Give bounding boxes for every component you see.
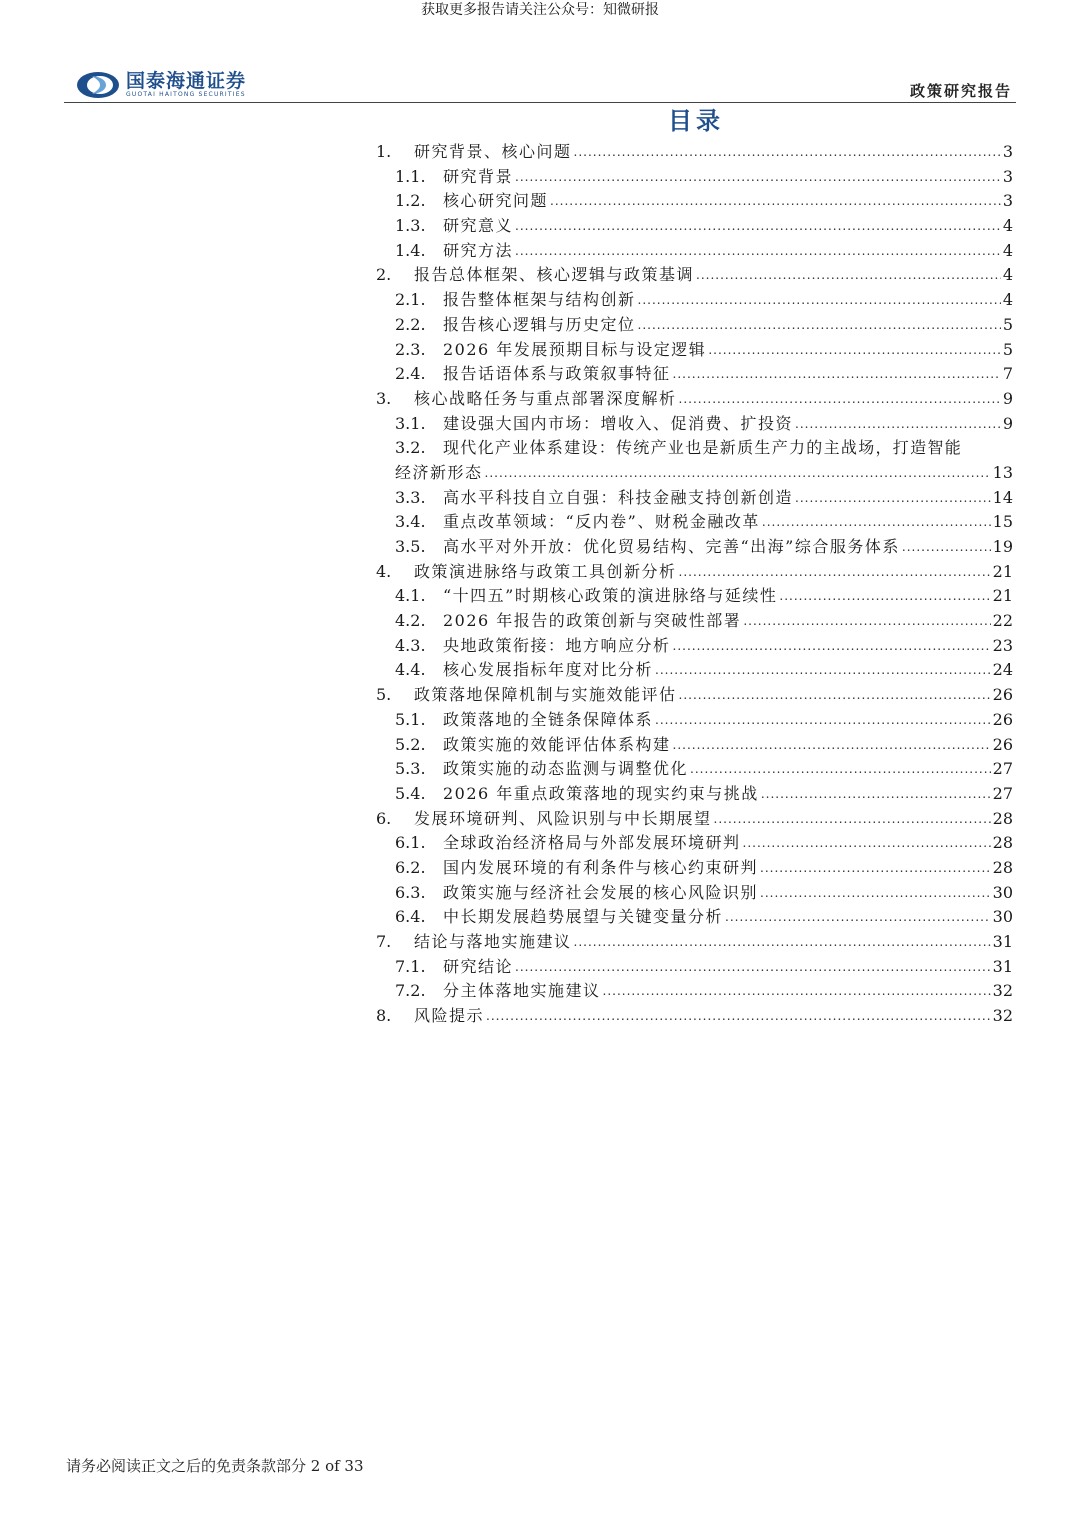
toc-entry[interactable] <box>376 338 1013 363</box>
toc-entry-title: 结论与落地实施建议 <box>414 932 572 951</box>
toc-entry-number: 8. <box>376 1006 392 1026</box>
toc-entry-title: 核心研究问题 <box>443 191 549 211</box>
toc-leader-dots <box>486 1003 991 1029</box>
toc-leader-dots <box>603 978 991 1004</box>
toc-leader-dots <box>515 238 1001 264</box>
toc-entry-number: 4.3. <box>395 635 426 655</box>
toc-entry-title: 研究背景、核心问题 <box>414 142 572 161</box>
toc-entry-number: 1.4. <box>395 240 426 260</box>
toc-leader-dots <box>515 954 991 980</box>
toc-leader-dots <box>515 164 1001 190</box>
toc-entry[interactable] <box>376 263 1013 288</box>
toc-entry-number: 6.3. <box>395 882 426 902</box>
toc-entry-page: 30 <box>992 907 1013 927</box>
toc-entry-page: 32 <box>992 1006 1013 1026</box>
toc-entry-title: 研究方法 <box>443 240 514 260</box>
toc-entry-title: 研究意义 <box>443 216 514 236</box>
toc-entry[interactable] <box>376 214 1013 239</box>
toc-entry-title: 政策演进脉络与政策工具创新分析 <box>414 561 677 581</box>
toc-entry[interactable] <box>376 1004 1013 1029</box>
logo-chinese-name: 国泰海通证券 <box>126 70 247 92</box>
toc-entry-number: 7.2. <box>395 981 426 1001</box>
toc-entry-number: 7.1. <box>395 956 426 976</box>
toc-leader-dots <box>679 682 991 708</box>
toc-entry-title: 报告整体框架与结构创新 <box>443 290 636 310</box>
toc-leader-dots <box>485 460 991 486</box>
toc-entry-page: 27 <box>992 783 1013 803</box>
toc-entry-page: 5 <box>1002 339 1013 359</box>
toc-entry-title: 央地政策衔接：地方响应分析 <box>443 635 671 655</box>
toc-entry[interactable] <box>376 412 1013 437</box>
toc-entry-page: 4 <box>1002 240 1013 260</box>
toc-entry-page: 28 <box>992 808 1013 828</box>
toc-entry[interactable] <box>376 288 1013 313</box>
toc-leader-dots <box>795 411 1001 437</box>
toc-entry[interactable] <box>376 782 1013 807</box>
toc-entry-page: 26 <box>992 685 1013 705</box>
toc-entry-number: 1.3. <box>395 216 426 236</box>
toc-entry[interactable] <box>376 733 1013 758</box>
toc-entry-number: 1. <box>376 142 392 161</box>
toc-title: 目录 <box>668 106 724 135</box>
toc-entry-number: 6. <box>376 808 392 828</box>
toc-entry-title: 报告话语体系与政策叙事特征 <box>443 364 671 384</box>
toc-entry-page: 26 <box>992 734 1013 754</box>
toc-leader-dots <box>673 361 1001 387</box>
toc-entry-title: 政策落地保障机制与实施效能评估 <box>414 685 677 705</box>
toc-entry-page: 21 <box>992 586 1013 606</box>
toc-entry-page: 5 <box>1002 314 1013 334</box>
toc-leader-dots <box>690 756 991 782</box>
toc-leader-dots <box>795 485 991 511</box>
toc-entry-number: 5.3. <box>395 759 426 779</box>
toc-leader-dots <box>760 855 991 881</box>
toc-entry-number: 3. <box>376 388 392 408</box>
toc-leader-dots <box>679 386 1001 412</box>
toc-entry-title: 政策实施与经济社会发展的核心风险识别 <box>443 882 759 902</box>
logo-english-name: GUOTAI HAITONG SECURITIES <box>126 91 246 98</box>
toc-entry-title: 现代化产业体系建设：传统产业也是新质生产力的主战场，打造智能 <box>443 438 963 458</box>
toc-entry-page: 7 <box>1002 364 1013 384</box>
toc-leader-dots <box>714 806 991 832</box>
toc-leader-dots <box>574 139 1001 165</box>
toc-entry-page: 30 <box>992 882 1013 902</box>
toc-entry-title: 研究结论 <box>443 956 514 976</box>
toc-entry-number: 5.2. <box>395 734 426 754</box>
toc-entry-page: 26 <box>992 709 1013 729</box>
toc-entry-title: 重点改革领域：“反内卷”、财税金融改革 <box>443 512 760 532</box>
toc-entry-page: 24 <box>992 660 1013 680</box>
toc-entry[interactable] <box>376 757 1013 782</box>
header-divider <box>64 102 1016 103</box>
toc-entry-page: 14 <box>992 487 1013 507</box>
toc-entry-number: 5. <box>376 685 392 705</box>
toc-entry-page: 9 <box>1002 388 1013 408</box>
toc-entry-continuation[interactable] <box>376 461 1013 486</box>
toc-entry-page: 13 <box>992 462 1013 482</box>
toc-entry[interactable] <box>376 486 1013 511</box>
toc-leader-dots <box>761 781 991 807</box>
toc-entry-number: 2. <box>376 265 392 285</box>
toc-entry-number: 1.2. <box>395 191 426 211</box>
toc-entry-title: 中长期发展趋势展望与关键变量分析 <box>443 907 724 927</box>
toc-entry-page: 4 <box>1002 290 1013 310</box>
toc-entry[interactable] <box>376 979 1013 1004</box>
toc-entry[interactable] <box>376 584 1013 609</box>
toc-leader-dots <box>902 534 991 560</box>
toc-entry[interactable] <box>376 387 1013 412</box>
toc-leader-dots <box>760 880 991 906</box>
toc-entry[interactable] <box>376 609 1013 634</box>
toc-entry-page: 3 <box>1002 142 1013 161</box>
toc-leader-dots <box>743 830 991 856</box>
toc-entry-title-continued: 经济新形态 <box>395 462 483 482</box>
toc-entry-page: 4 <box>1002 265 1013 285</box>
toc-entry-number: 7. <box>376 932 392 951</box>
toc-entry-title: “十四五”时期核心政策的演进脉络与延续性 <box>443 586 778 606</box>
toc-entry[interactable] <box>376 362 1013 387</box>
toc-leader-dots <box>679 559 991 585</box>
toc-entry-number: 6.2. <box>395 857 426 877</box>
toc-leader-dots <box>655 707 991 733</box>
report-type-label: 政策研究报告 <box>909 82 1012 100</box>
toc-entry[interactable] <box>376 510 1013 535</box>
toc-entry[interactable] <box>376 955 1013 980</box>
toc-entry-title: 分主体落地实施建议 <box>443 981 601 1001</box>
toc-leader-dots <box>762 509 991 535</box>
toc-entry-page: 9 <box>1002 413 1013 433</box>
toc-entry-page: 32 <box>992 981 1013 1001</box>
toc-entry-page: 19 <box>992 537 1013 556</box>
toc-entry[interactable] <box>376 535 1013 560</box>
toc-leader-dots <box>655 657 991 683</box>
toc-entry-page: 22 <box>992 611 1013 631</box>
toc-leader-dots <box>638 287 1001 313</box>
toc-leader-dots <box>743 608 990 634</box>
toc-entry-page: 4 <box>1002 216 1013 236</box>
toc-entry[interactable] <box>376 634 1013 659</box>
toc-entry-title: 高水平对外开放：优化贸易结构、完善“出海”综合服务体系 <box>443 537 900 556</box>
toc-entry[interactable] <box>376 807 1013 832</box>
toc-entry[interactable] <box>376 930 1013 955</box>
toc-leader-dots <box>574 929 991 955</box>
table-of-contents <box>376 140 1013 1029</box>
toc-entry-page: 15 <box>992 512 1013 532</box>
toc-leader-dots <box>515 213 1001 239</box>
toc-entry-title: 2026 年报告的政策创新与突破性部署 <box>443 611 742 631</box>
toc-entry-number: 6.4. <box>395 907 426 927</box>
toc-entry[interactable] <box>376 560 1013 585</box>
toc-leader-dots <box>673 732 991 758</box>
toc-entry-page: 3 <box>1002 166 1013 186</box>
toc-entry[interactable] <box>376 189 1013 214</box>
toc-leader-dots <box>696 262 1001 288</box>
toc-entry[interactable] <box>376 165 1013 190</box>
toc-entry[interactable] <box>376 313 1013 338</box>
toc-entry-page: 21 <box>992 561 1013 581</box>
toc-entry[interactable] <box>376 831 1013 856</box>
toc-entry-page: 3 <box>1002 191 1013 211</box>
toc-entry-number: 2.1. <box>395 290 426 310</box>
toc-entry-number: 3.2. <box>395 438 426 458</box>
top-banner: 获取更多报告请关注公众号：知微研报 <box>421 2 659 18</box>
toc-entry-title: 建设强大国内市场：增收入、促消费、扩投资 <box>443 413 794 433</box>
toc-entry-title: 全球政治经济格局与外部发展环境研判 <box>443 833 741 853</box>
toc-entry-number: 5.4. <box>395 783 426 803</box>
toc-entry-title: 国内发展环境的有利条件与核心约束研判 <box>443 857 759 877</box>
guotai-haitong-logo-icon <box>76 71 120 99</box>
toc-entry-number: 3.5. <box>395 537 426 556</box>
toc-entry-page: 27 <box>992 759 1013 779</box>
toc-leader-dots <box>673 633 991 659</box>
toc-entry-number: 4.2. <box>395 611 426 631</box>
toc-entry-number: 2.3. <box>395 339 426 359</box>
toc-entry-title: 2026 年发展预期目标与设定逻辑 <box>443 339 707 359</box>
toc-entry-number: 4. <box>376 561 392 581</box>
toc-entry-page: 28 <box>992 857 1013 877</box>
toc-entry-title: 风险提示 <box>414 1006 485 1026</box>
toc-entry-number: 3.1. <box>395 413 426 433</box>
toc-entry-page: 23 <box>992 635 1013 655</box>
toc-entry[interactable] <box>376 658 1013 683</box>
toc-leader-dots <box>708 337 1001 363</box>
toc-entry-number: 3.3. <box>395 487 426 507</box>
toc-entry[interactable] <box>376 905 1013 930</box>
toc-entry-number: 6.1. <box>395 833 426 853</box>
toc-entry-title: 报告总体框架、核心逻辑与政策基调 <box>414 265 695 285</box>
page-footer: 请务必阅读正文之后的免责条款部分 2 of 33 <box>66 1457 364 1475</box>
toc-entry-title: 政策实施的效能评估体系构建 <box>443 734 671 754</box>
toc-entry-page: 31 <box>992 956 1013 976</box>
toc-leader-dots <box>779 583 990 609</box>
toc-entry-page: 28 <box>992 833 1013 853</box>
toc-entry-title: 政策实施的动态监测与调整优化 <box>443 759 689 779</box>
toc-entry-number: 2.2. <box>395 314 426 334</box>
toc-entry[interactable] <box>376 683 1013 708</box>
toc-entry-number: 4.4. <box>395 660 426 680</box>
toc-entry-number: 1.1. <box>395 166 426 186</box>
toc-entry[interactable] <box>376 239 1013 264</box>
toc-entry[interactable] <box>376 708 1013 733</box>
toc-entry-title: 高水平科技自立自强：科技金融支持创新创造 <box>443 487 794 507</box>
toc-entry-page: 31 <box>992 932 1013 951</box>
toc-entry-number: 3.4. <box>395 512 426 532</box>
toc-leader-dots <box>550 188 1001 214</box>
toc-entry-title: 发展环境研判、风险识别与中长期展望 <box>414 808 712 828</box>
toc-entry-number: 5.1. <box>395 709 426 729</box>
toc-entry[interactable] <box>376 436 1013 461</box>
toc-leader-dots <box>725 904 991 930</box>
toc-entry-title: 政策落地的全链条保障体系 <box>443 709 654 729</box>
toc-entry-title: 核心发展指标年度对比分析 <box>443 660 654 680</box>
toc-entry-number: 4.1. <box>395 586 426 606</box>
toc-entry-number: 2.4. <box>395 364 426 384</box>
toc-entry-title: 核心战略任务与重点部署深度解析 <box>414 388 677 408</box>
toc-entry[interactable] <box>376 881 1013 906</box>
toc-entry[interactable] <box>376 856 1013 881</box>
toc-entry-title: 报告核心逻辑与历史定位 <box>443 314 636 334</box>
toc-entry-title: 研究背景 <box>443 166 514 186</box>
company-logo <box>76 70 246 100</box>
toc-entry[interactable] <box>376 140 1013 165</box>
toc-entry-title: 2026 年重点政策落地的现实约束与挑战 <box>443 783 759 803</box>
toc-leader-dots <box>638 312 1001 338</box>
